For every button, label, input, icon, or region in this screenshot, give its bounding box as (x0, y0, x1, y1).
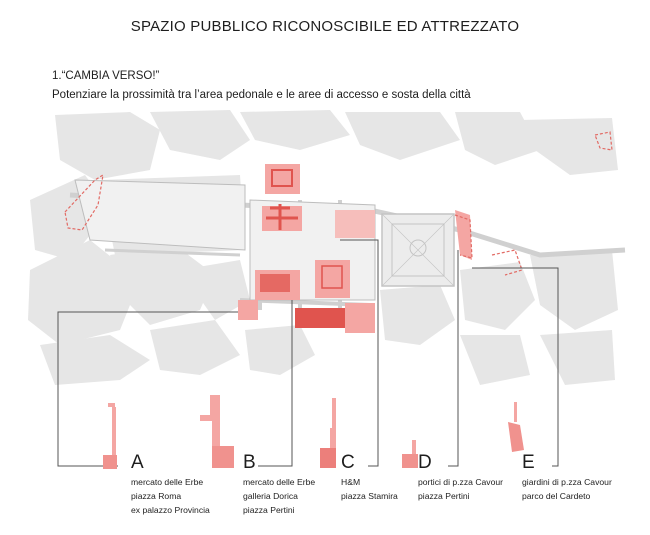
legend-thumbnail-a (103, 403, 117, 469)
section-subtitle: 1.“CAMBIA VERSO!” (52, 70, 160, 82)
caption-line: H&M (341, 477, 361, 487)
legend-thumbnail-c (320, 398, 336, 468)
legend-letter-c: C (341, 452, 355, 473)
legend-caption-e (522, 475, 612, 503)
caption-line: mercato delle Erbe (243, 477, 316, 487)
legend-thumbnail-d (402, 440, 418, 468)
highlight-area (238, 300, 258, 320)
legend-thumbnail-e (508, 402, 524, 452)
highlight-area (335, 210, 375, 238)
piazza-cavour (382, 214, 454, 286)
section-description: Potenziare la prossimità tra l’area pedonale e le aree di accesso e sosta della città (52, 89, 471, 101)
caption-line: parco del Cardeto (522, 491, 591, 502)
highlight-area (265, 164, 300, 194)
caption-line: galleria Dorica (243, 491, 298, 502)
caption-line: piazza Stamira (341, 491, 398, 502)
caption-line: piazza Pertini (418, 491, 470, 502)
legend-caption-b (243, 475, 315, 518)
caption-line: piazza Roma (131, 491, 182, 502)
legend-caption-a (131, 475, 210, 518)
page-title: SPAZIO PUBBLICO RICONOSCIBILE ED ATTREZZATO (130, 18, 520, 35)
caption-line: giardini di p.zza Cavour (522, 477, 612, 487)
legend-letter-a: A (131, 452, 144, 473)
legend-letter-e: E (522, 452, 535, 473)
caption-line: ex palazzo Provincia (131, 505, 210, 516)
legend-thumbnail-b (200, 395, 234, 468)
legend-letter-d: D (418, 452, 432, 473)
legend-caption-c (341, 475, 398, 503)
caption-line: portici di p.zza Cavour (418, 477, 504, 487)
highlight-area (345, 303, 375, 333)
highlight-area (295, 308, 350, 328)
legend-letter-b: B (243, 452, 256, 473)
caption-line: mercato delle Erbe (131, 477, 204, 487)
legend-caption-d (418, 475, 503, 503)
caption-line: piazza Pertini (243, 505, 295, 516)
